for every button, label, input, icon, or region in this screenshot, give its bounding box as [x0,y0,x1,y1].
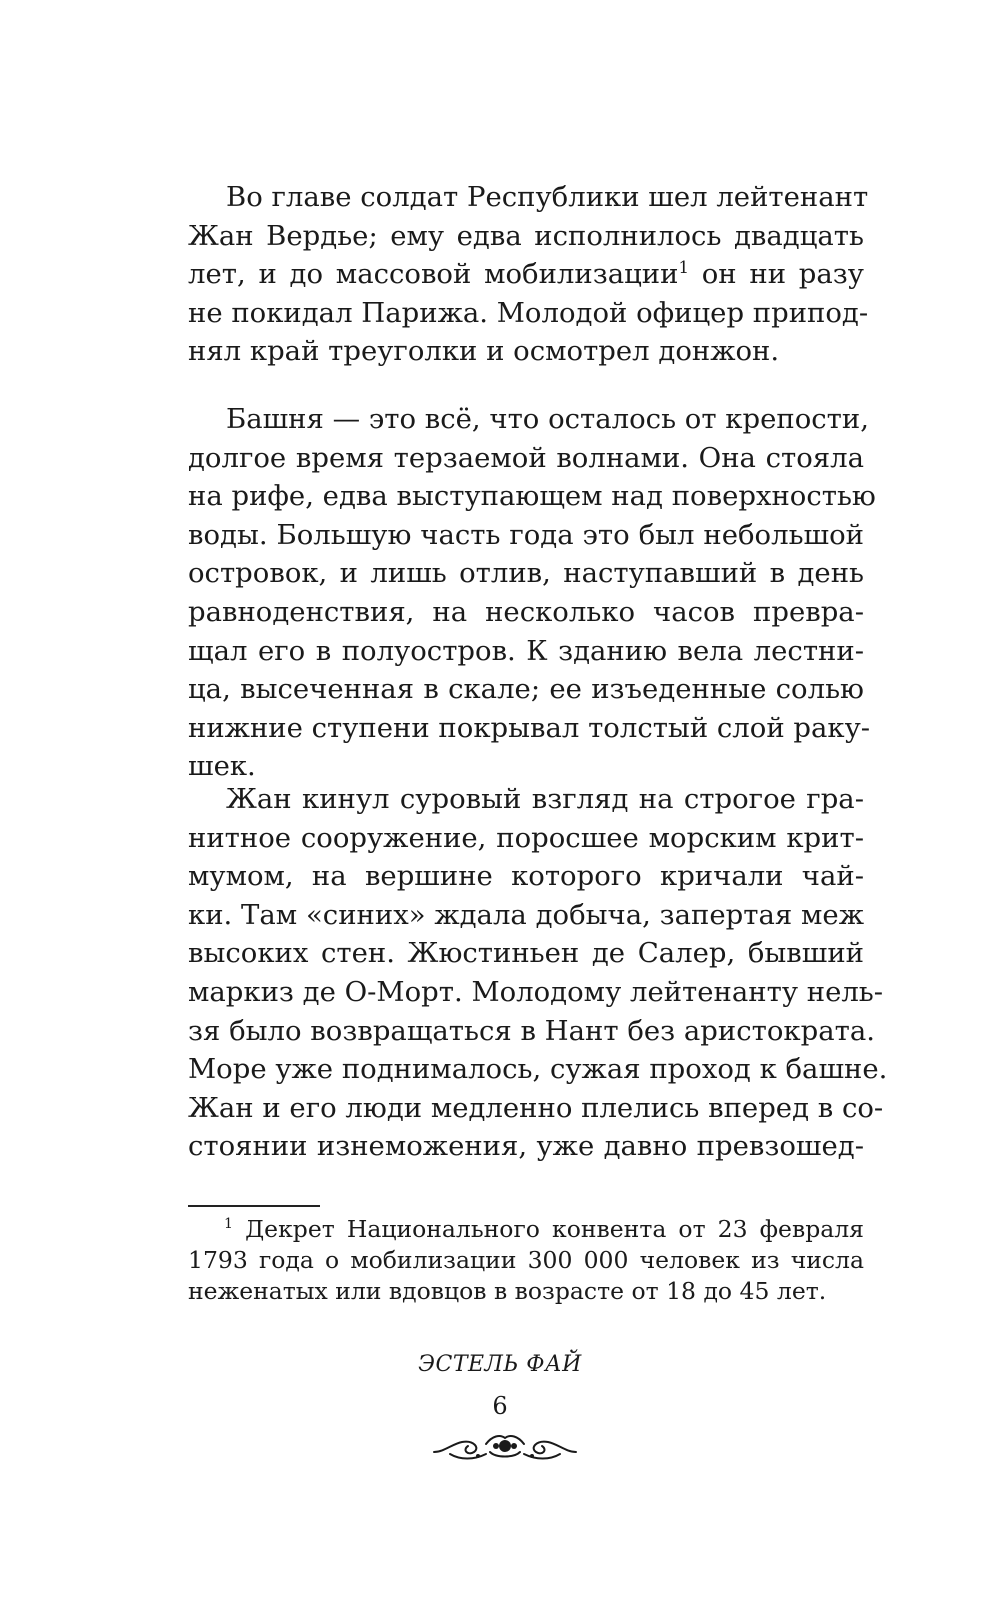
paragraph-2 [188,400,876,786]
text-line: воды. Большую часть года это был небольшой [188,518,864,551]
footnote-text: Декрет Национального конвента от 23 февраля [245,1215,864,1243]
footnote-line [188,1214,864,1245]
text-line: Жан и его люди медленно плелись вперед в со- [188,1091,884,1124]
footnote [188,1214,864,1307]
paragraph-3 [188,780,888,1166]
floral-flourish-icon [430,1422,580,1466]
text-line: долгое время терзаемой волнами. Она стояла [188,441,864,474]
text-line-segment: он ни разу [701,258,864,291]
paragraph-1 [188,178,869,371]
text-line: Башня — это всё, что осталось от крепости, [226,403,869,435]
text-line: нижние ступени покрывал толстый слой раку- [188,711,871,744]
text-line: маркиз де О-Морт. Молодому лейтенанту нель- [188,975,884,1008]
footnote-reference[interactable]: 1 [678,258,689,278]
text-line: ца, высеченная в скале; ее изъеденные солью [188,673,864,706]
footnote-line: неженатых или вдовцов в возрасте от 18 до 45 лет. [188,1277,827,1305]
footnote-divider [188,1205,320,1207]
running-footer-author: ЭСТЕЛЬ ФАЙ [418,1352,582,1377]
footnote-line: 1793 года о мобилизации 300 000 человек из числа [188,1246,864,1274]
text-line: мумом, на вершине которого кричали чай- [188,860,864,893]
text-line: островок, и лишь отлив, наступавший в день [188,557,864,590]
text-line: нитное сооружение, поросшее морским крит- [188,821,864,854]
text-line: ки. Там «синих» ждала добыча, запертая меж [188,898,864,931]
text-line: нял край треуголки и осмотрел донжон. [188,335,780,368]
text-line: Жан кинул суровый взгляд на строгое гра- [226,783,864,815]
text-line [188,255,864,294]
text-line: щал его в полуостров. К зданию вела лестни- [188,634,864,667]
text-line: высоких стен. Жюстиньен де Салер, бывший [188,937,864,970]
text-line: стоянии изнеможения, уже давно превзошед- [188,1130,864,1163]
text-line-segment: лет, и до массовой мобилизации [188,258,679,291]
text-line: Жан Вердье; ему едва исполнилось двадцать [188,219,864,252]
text-line: Во главе солдат Республики шел лейтенант [226,181,869,213]
page-number: 6 [492,1392,508,1420]
text-line: зя было возвращаться в Нант без аристократа. [188,1014,875,1047]
text-line: на рифе, едва выступающем над поверхностью [188,480,876,513]
text-line: равноденствия, на несколько часов превра- [188,595,864,628]
text-line: Море уже поднималось, сужая проход к башне. [188,1053,888,1086]
footnote-marker: 1 [224,1216,233,1233]
text-line: шек. [188,750,256,783]
text-line: не покидал Парижа. Молодой офицер припод- [188,296,869,329]
